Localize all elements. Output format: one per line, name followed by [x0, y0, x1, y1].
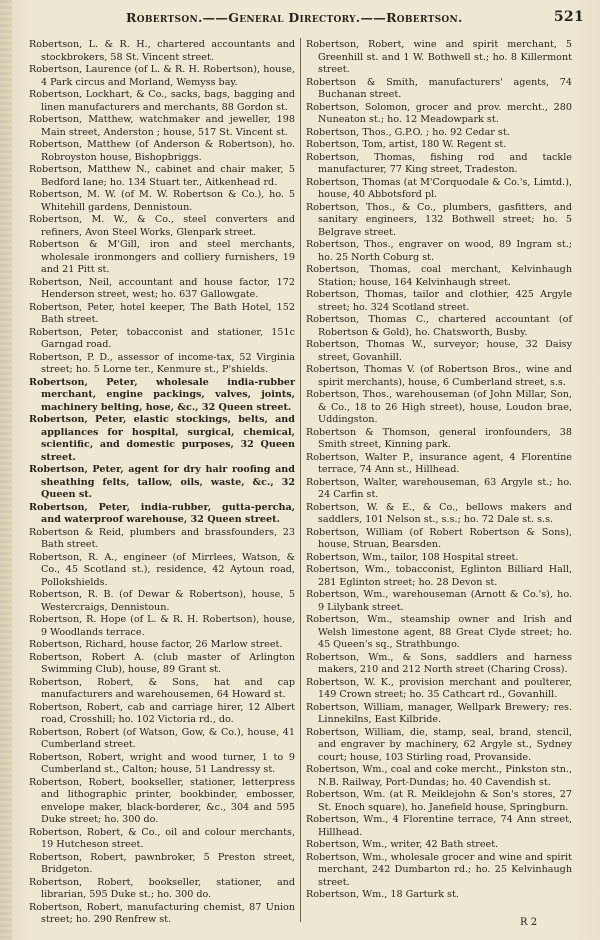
directory-entry: Robertson, M. W. (of M. W. Robertson & Co.), ho. 5 Whitehill gardens, Dennistoun.	[29, 189, 295, 213]
directory-entry: Robertson, Thomas, coal merchant, Kelvinhaugh Station; house, 164 Kelvinhaugh street.	[306, 264, 572, 288]
directory-entry: Robertson & Reid, plumbers and brassfounders, 23 Bath street.	[29, 526, 295, 550]
directory-entry: Robertson, Wm., & Sons, saddlers and harness makers, 210 and 212 North street (Charing Cross).	[306, 651, 572, 675]
directory-entry: Robertson, R. Hope (of L. & R. H. Robertson), house, 9 Woodlands terrace.	[29, 614, 295, 638]
directory-entry: Robertson, Peter, hotel keeper, The Bath Hotel, 152 Bath street.	[29, 301, 295, 325]
directory-entry: Robertson, Wm., tailor, 108 Hospital street.	[306, 551, 519, 563]
directory-entry: Robertson, Robert, wright and wood turner, 1 to 9 Cumberland st., Calton; house, 51 Landressy st.	[29, 751, 295, 775]
column-divider	[300, 38, 301, 922]
directory-entry: Robertson, Robert, cab and carriage hirer, 12 Albert road, Crosshill; ho. 102 Victoria rd., do.	[29, 701, 295, 725]
directory-entry: Robertson, Robert, bookseller, stationer, and librarian, 595 Duke st.; ho. 300 do.	[29, 876, 295, 900]
directory-entry: Robertson, Richard, house factor, 26 Marlow street.	[29, 639, 283, 650]
directory-entry: Robertson, Lockhart, & Co., sacks, bags, bagging and linen manufacturers and merchants, 88 Gordon st.	[29, 89, 295, 113]
directory-entry: Robertson, Robert, & Co., oil and colour merchants, 19 Hutcheson street.	[29, 826, 295, 850]
directory-entry: Robertson, L. & R. H., chartered accountants and stockbrokers, 58 St. Vincent street.	[29, 39, 295, 63]
directory-entry: Robertson, Laurence (of L. & R. H. Robertson), house, 4 Park circus and Morland, Wemyss bay.	[29, 64, 295, 88]
directory-entry: Robertson, Walter, warehouseman, 63 Argyle st.; ho. 24 Carfin st.	[306, 476, 572, 500]
directory-entry: Robertson, Thomas C., chartered accountant (of Robertson & Gold), ho. Chatsworth, Busby.	[306, 314, 572, 338]
directory-entry: Robertson, Solomon, grocer and prov. mercht., 280 Nuneaton st.; ho. 12 Meadowpark st.	[306, 101, 572, 125]
directory-entry: Robertson, W. & E., & Co., bellows makers and saddlers, 101 Nelson st., s.s.; ho. 72 Dale st. s.s.	[306, 501, 572, 525]
directory-entry: Robertson, Robert, manufacturing chemist, 87 Union street; ho. 290 Renfrew st.	[29, 901, 295, 925]
directory-entry: Robertson, P. D., assessor of income-tax, 52 Virginia street; ho. 5 Lorne ter., Kenmure st., P'shields.	[29, 351, 295, 375]
directory-entry: Robertson, Peter, wholesale india-rubber merchant, engine packings, valves, joints, machinery belting, hose, &c., 32 Queen street.	[29, 376, 295, 413]
directory-entry: Robertson, Thos., warehouseman (of John Millar, Son, & Co., 18 to 26 High street), house, Loudon brae, Uddingston.	[306, 389, 572, 425]
page-number: 521	[553, 9, 584, 25]
directory-entry: Robertson, W. K., provision merchant and poulterer, 149 Crown street; ho. 35 Cathcart rd., Govanhill.	[306, 676, 572, 700]
directory-entry: Robertson, Wm., tobacconist, Eglinton Billiard Hall, 281 Eglinton street; ho. 28 Devon st.	[306, 564, 572, 588]
directory-entry: Robertson, Robert (of Watson, Gow, & Co.), house, 41 Cumberland street.	[29, 726, 295, 750]
directory-entry: Robertson, Wm., wholesale grocer and wine and spirit merchant, 242 Dumbarton rd.; ho. 25 Kelvinhaugh street.	[306, 851, 572, 888]
left-column	[29, 39, 295, 927]
page-header	[26, 10, 590, 26]
directory-entry: Robertson, Wm., coal and coke mercht., Pinkston stn., N.B. Railway, Port-Dundas; ho. 40 Cavendish st.	[306, 764, 572, 788]
directory-entry: Robertson, Wm., 4 Florentine terrace, 74 Ann street, Hillhead.	[306, 814, 572, 838]
directory-entry: Robertson, R. B. (of Dewar & Robertson), house, 5 Westercraigs, Dennistoun.	[29, 589, 295, 613]
directory-entry: Robertson, Robert, & Sons, hat and cap manufacturers and warehousemen, 64 Howard st.	[29, 676, 295, 700]
directory-entry: Robertson, Thomas, fishing rod and tackle manufacturer, 77 King street, Tradeston.	[306, 151, 572, 175]
directory-entry: Robertson, Walter P., insurance agent, 4 Florentine terrace, 74 Ann st., Hillhead.	[306, 451, 572, 475]
directory-entry: Robertson & M'Gill, iron and steel merchants, wholesale ironmongers and colliery furnishers, 19 and 21 Pitt st.	[29, 239, 295, 275]
directory-entry: Robertson, Matthew, watchmaker and jeweller, 198 Main street, Anderston ; house, 517 St. Vincent st.	[29, 114, 295, 138]
directory-entry: Robertson, William (of Robert Robertson & Sons), house, Struan, Bearsden.	[306, 526, 572, 550]
directory-entry: Robertson, William, die, stamp, seal, brand, stencil, and engraver by machinery, 62 Argyle st., Sydney court; house, 103 Stirling road, Provanside.	[306, 726, 572, 763]
directory-entry: Robertson, Thos., & Co., plumbers, gasfitters, and sanitary engineers, 132 Bothwell street; ho. 5 Belgrave street.	[306, 201, 572, 238]
directory-entry: Robertson, Peter, india-rubber, gutta-percha, and waterproof warehouse, 32 Queen street.	[29, 501, 295, 525]
directory-entry: Robertson, Wm., steamship owner and Irish and Welsh limestone agent, 88 Great Clyde street; ho. 45 Queen's sq., Strathbungo.	[306, 614, 572, 650]
directory-entry: Robertson, Peter, tobacconist and stationer, 151c Garngad road.	[29, 326, 295, 350]
directory-entry: Robertson & Smith, manufacturers' agents, 74 Buchanan street.	[306, 76, 572, 100]
directory-entry: Robertson, William, manager, Wellpark Brewery; res. Linnekilns, East Kilbride.	[306, 701, 572, 725]
directory-entry: Robertson & Thomson, general ironfounders, 38 Smith street, Kinning park.	[306, 426, 572, 450]
directory-entry: Robertson, Wm. (at R. Meiklejohn & Son's stores, 27 St. Enoch square), ho. Janefield house, Springburn.	[306, 789, 572, 813]
directory-entry: Robertson, Neil, accountant and house factor, 172 Henderson street, west; ho. 637 Gallowgate.	[29, 276, 295, 300]
directory-entry: Robertson, Robert A. (club master of Arlington Swimming Club), house, 89 Grant st.	[29, 651, 295, 675]
directory-entry: Robertson, Tom, artist, 180 W. Regent st.	[306, 139, 507, 150]
directory-entry: Robertson, Thos., G.P.O. ; ho. 92 Cedar st.	[306, 126, 510, 138]
directory-entry: Robertson, Robert, pawnbroker, 5 Preston street, Bridgeton.	[29, 851, 295, 875]
signature-mark: R 2	[520, 917, 538, 928]
directory-entry: Robertson, Wm., writer, 42 Bath street.	[306, 839, 499, 850]
directory-entry: Robertson, Matthew N., cabinet and chair maker, 5 Bedford lane; ho. 134 Stuart ter., Aitkenhead rd.	[29, 164, 295, 188]
directory-entry: Robertson, Thomas, tailor and clothier, 425 Argyle street; ho. 324 Scotland street.	[306, 289, 572, 313]
directory-entry: Robertson, Robert, bookseller, stationer, letterpress and lithographic printer, bookbinder, embosser, envelope maker, black-borderer, &c., 304 and 595 Duke street; ho. 300 do.	[29, 776, 295, 825]
directory-entry: Robertson, Thos., engraver on wood, 89 Ingram st.; ho. 25 North Coburg st.	[306, 239, 572, 263]
right-column	[306, 39, 572, 902]
directory-entry: Robertson, Wm., 18 Garturk st.	[306, 889, 459, 900]
directory-entry: Robertson, Wm., warehouseman (Arnott & Co.'s), ho. 9 Lilybank street.	[306, 589, 572, 613]
directory-entry: Robertson, Peter, agent for dry hair roofing and sheathing felts, tallow, oils, waste, &c., 32 Queen st.	[29, 464, 295, 500]
directory-entry: Robertson, Thomas V. (of Robertson Bros., wine and spirit merchants), house, 6 Cumberland street, s.s.	[306, 364, 572, 388]
running-title: Robertson.——General Directory.——Robertson.	[126, 10, 463, 25]
page-binding	[0, 0, 12, 940]
directory-entry: Robertson, Thomas (at M'Corquodale & Co.'s, Limtd.), house, 40 Abbotsford pl.	[306, 176, 572, 200]
directory-entry: Robertson, Robert, wine and spirit merchant, 5 Greenhill st. and 1 W. Bothwell st.; ho. 8 Killermont street.	[306, 39, 572, 75]
directory-entry: Robertson, Peter, elastic stockings, belts, and appliances for hospital, surgical, chemical, scientific, and domestic purposes, 32 Queen street.	[29, 414, 295, 463]
directory-entry: Robertson, Thomas W., surveyor; house, 32 Daisy street, Govanhill.	[306, 339, 572, 363]
directory-entry: Robertson, M. W., & Co., steel converters and refiners, Avon Steel Works, Glenpark street.	[29, 214, 295, 238]
directory-entry: Robertson, R. A., engineer (of Mirrlees, Watson, & Co., 45 Scotland st.), residence, 42 Aytoun road, Pollokshields.	[29, 551, 295, 588]
directory-entry: Robertson, Matthew (of Anderson & Robertson), ho. Robroyston house, Bishopbriggs.	[29, 139, 295, 163]
